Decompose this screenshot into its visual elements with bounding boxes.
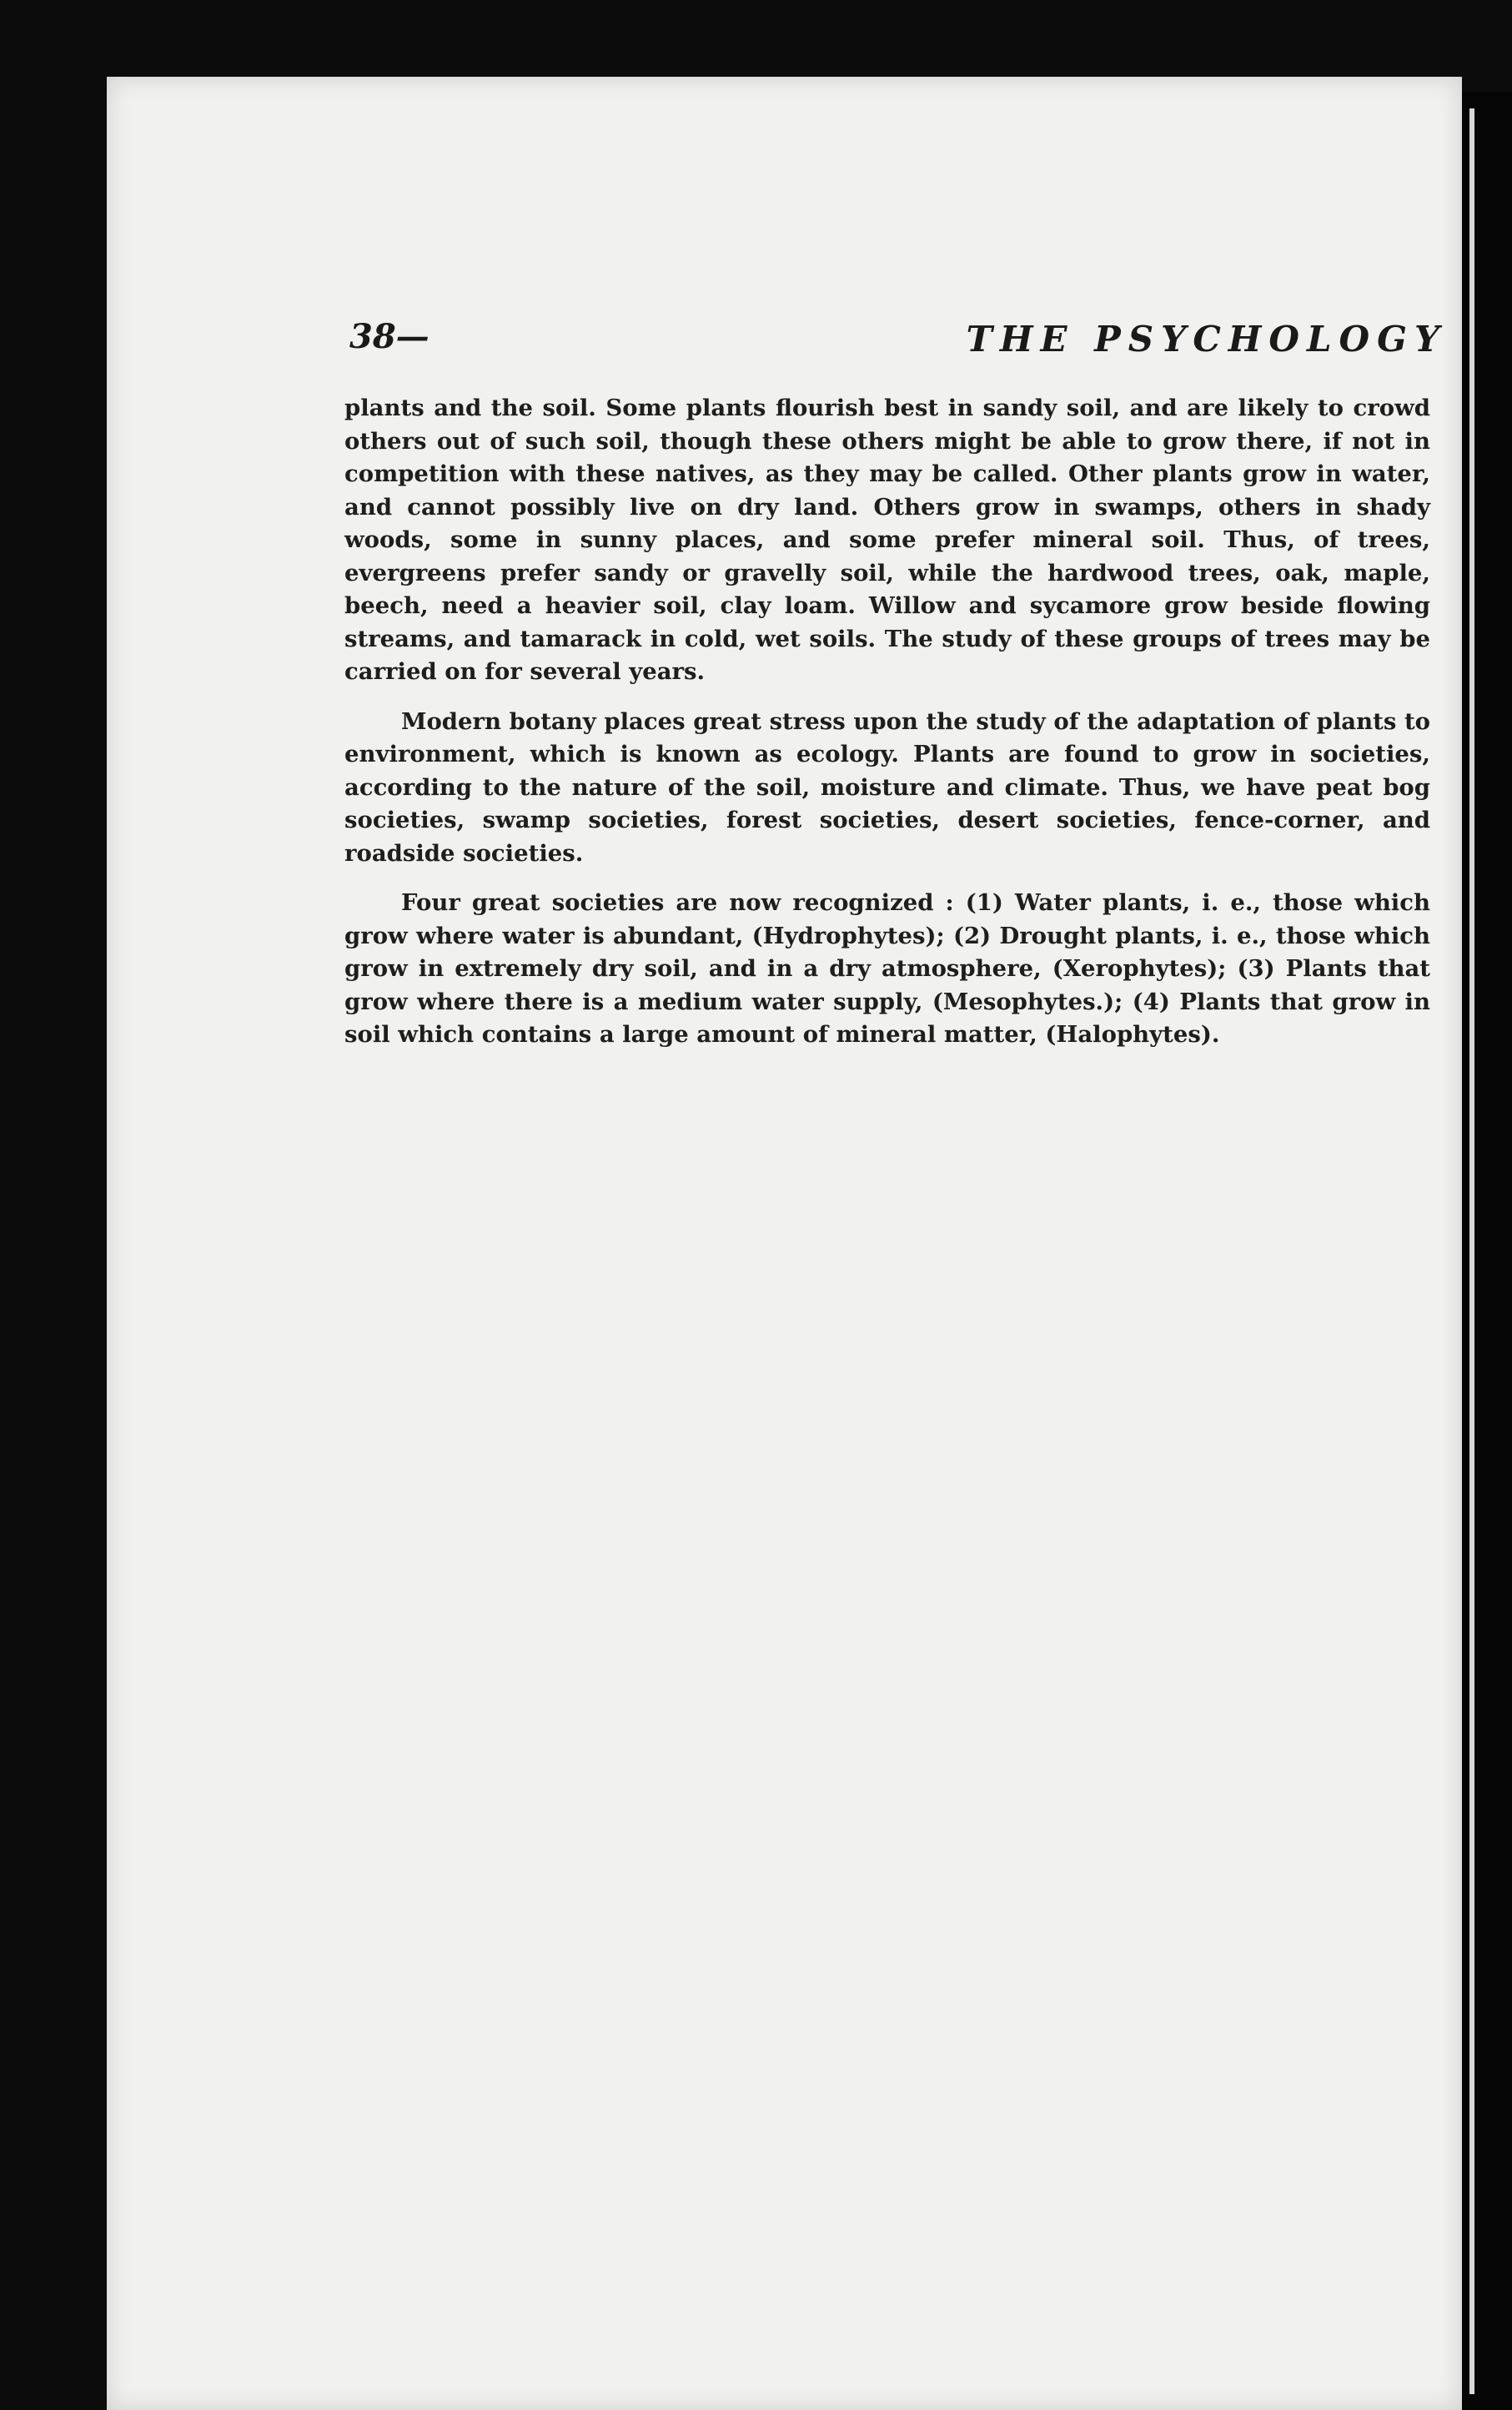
running-head: THE PSYCHOLOGY: [966, 319, 1447, 360]
paragraph-3: Four great societies are now recognized : (1) Water plants, i. e., those which grow where water is abundant, (Hydrophytes); (2) Drought plants, i. e., those which grow in extremely dry soil, and in a dry atmosphere, (Xerophytes); (3) Plants that grow where there is a medium water supply, (Mesophytes.); (4) Plants that grow in soil which contains a large amount of mineral matter, (Halophytes).: [344, 889, 1430, 1048]
page-number: 38—: [349, 317, 429, 356]
scan-left-margin: [0, 0, 107, 2410]
page-edge-strip: [1469, 108, 1474, 2394]
paragraph-1: plants and the soil. Some plants flourish best in sandy soil, and are likely to crowd others out of such soil, though these others might be able to grow there, if not in competition with these natives, as they may be called. Other plants grow in water, and cannot possibly live on dry land. Others grow in swamps, others in shady woods, some in sunny places, and some prefer mineral soil. Thus, of trees, evergreens prefer sandy or gravelly soil, while the hardwood trees, oak, maple, beech, need a heavier soil, clay loam. Willow and sycamore grow beside flowing streams, and tamarack in cold, wet soils. The study of these groups of trees may be carried on for several years.: [344, 395, 1430, 685]
paragraph-2: Modern botany places great stress upon the study of the adaptation of plants to environment, which is known as ecology. Plants are found to grow in societies, according to the nature of the soil, moisture and climate. Thus, we have peat bog societies, swamp societies, forest societies, desert societies, fence-corner, and roadside societies.: [344, 707, 1430, 867]
page-body: [344, 392, 1430, 1052]
page-header: [349, 317, 1447, 367]
